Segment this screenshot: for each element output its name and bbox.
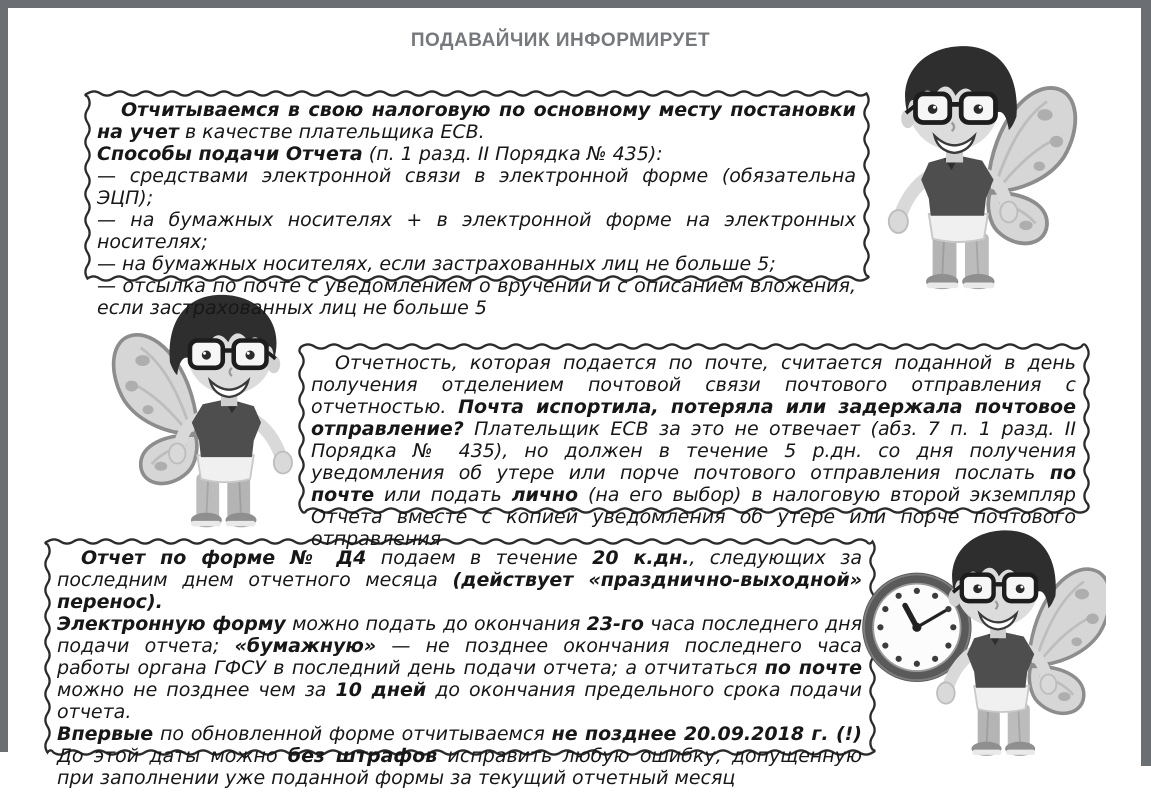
bubble-text-mail-reporting: Отчетность, которая подается по почте, считается поданной в день получения отделением почтовой связи почтового отправления с отчетностью. Почта испортила, потеряла или задержала почтовое отправление? Плательщик ЕСВ за это не отвечает (абз. 7 п. 1 разд. II Порядка № 435), но должен в течение 5 р.дн. со дня получения уведомления об утере или порче почтового отправления послать по почте или подать лично (на его выбор) в налоговую второй экземпляр Отчета вместе с копией уведомления об утере или порче почтового отправления	[311, 352, 1076, 550]
page-border-right	[1141, 0, 1151, 766]
page-title: ПОДАВАЙЧИК ИНФОРМИРУЕТ	[410, 30, 711, 51]
page-border-left	[0, 8, 8, 752]
butterfly-boy-top-right-illustration	[885, 24, 1085, 292]
page-border-top	[0, 0, 1151, 8]
info-bubble-deadlines	[44, 538, 876, 789]
info-bubble-mail-reporting	[298, 343, 1090, 550]
info-bubble-submission-methods	[84, 90, 870, 319]
bubble-text-submission-methods: Отчитываемся в свою налоговую по основному месту постановки на учет в качестве плательщика ЕСВ. Способы подачи Отчета (п. 1 разд. II Порядка № 435): — средствами электронной связи в электронной форме (обязательна ЭЦП); — на бумажных носителях + в электронной форме на электронных носителях; — на бумажных носителях, если застрахованных лиц не больше 5; — отсылка по почте с уведомлением о вручении и с описанием вложения, если застрахованных лиц не больше 5	[97, 99, 856, 319]
bubble-text-deadlines: Отчет по форме № Д4 подаем в течение 20 к.дн., следующих за последним днем отчетного месяца (действует «празднично-выходной» перенос). Электронную форму можно подать до окончания 23-го часа последнего дня подачи отчета; «бумажную» — не позднее окончания последнего часа работы органа ГФСУ в последний день подачи отчета; а отчитаться по почте можно не позднее чем за 10 дней до окончания предельного срока подачи отчета. Впервые по обновленной форме отчитываемся не позднее 20.09.2018 г. (!) До этой даты можно без штрафов исправить любую ошибку, допущенную при заполнении уже поданной формы за текущий отчетный месяц	[57, 547, 863, 789]
